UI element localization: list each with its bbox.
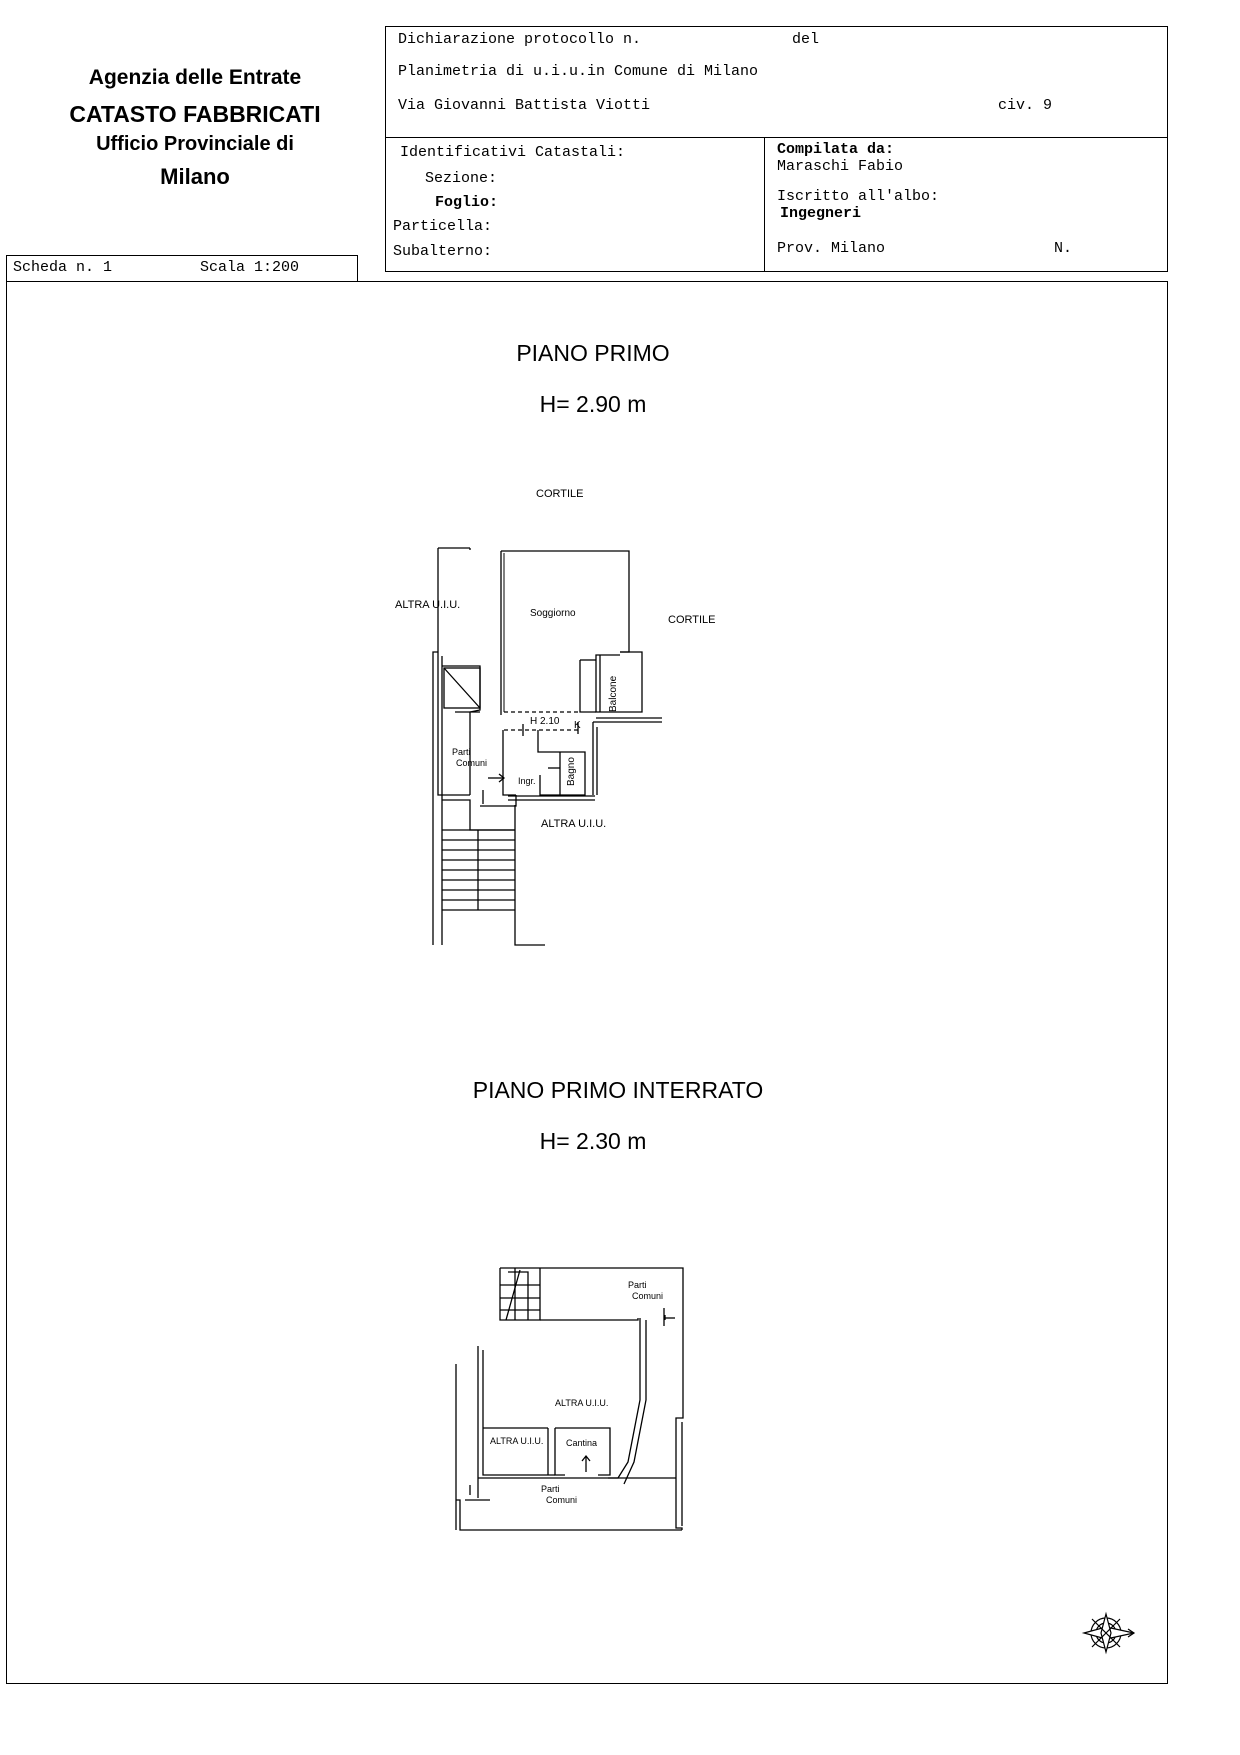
comuni-bottom-label: Comuni (546, 1495, 578, 1505)
parti-comuni-label-1: Parti (452, 747, 471, 757)
ufficio-city: Milano (160, 164, 230, 189)
h210-label: H 2.10 (530, 716, 560, 727)
scheda-number: Scheda n. 1 (13, 259, 113, 276)
parti-top-label: Parti (628, 1280, 647, 1290)
cantina-label: Cantina (566, 1438, 598, 1448)
altra-left-label: ALTRA U.I.U. (490, 1436, 544, 1446)
particella-label: Particella: (393, 218, 493, 235)
cortile-right: CORTILE (668, 614, 716, 626)
agency-name: Agenzia delle Entrate (88, 66, 302, 89)
address: Via Giovanni Battista Viotti (398, 97, 651, 114)
comuni-top-label: Comuni (632, 1291, 664, 1301)
bagno-label: Bagno (566, 757, 577, 786)
identificativi-title: Identificativi Catastali: (400, 144, 626, 161)
subalterno-label: Subalterno: (393, 243, 493, 260)
altra-top-label: ALTRA U.I.U. (555, 1398, 609, 1408)
sezione-label: Sezione: (425, 170, 498, 187)
foglio-label: Foglio: (435, 194, 499, 211)
iscritto-label: Iscritto all'albo: (777, 188, 940, 205)
albo-value: Ingegneri (780, 205, 862, 222)
planimetria-label: Planimetria di u.i.u.in Comune di Milano (398, 63, 759, 80)
scheda-scale: Scala 1:200 (200, 259, 300, 276)
compass-icon (1078, 1608, 1140, 1658)
floor1-height: H= 2.90 m (539, 391, 647, 417)
ufficio-label: Ufficio Provinciale di (96, 133, 294, 155)
protocol-del: del (792, 31, 820, 48)
parti-bottom-label: Parti (541, 1484, 560, 1494)
parti-comuni-label-2: Comuni (456, 758, 488, 768)
prov-label: Prov. Milano (777, 240, 886, 257)
altra-uiu-bottom: ALTRA U.I.U. (541, 818, 607, 830)
cortile-top: CORTILE (536, 488, 584, 500)
catasto-title: CATASTO FABBRICATI (69, 101, 321, 127)
compilata-name: Maraschi Fabio (777, 158, 904, 175)
altra-uiu-left: ALTRA U.I.U. (395, 599, 461, 611)
civico: civ. 9 (998, 97, 1053, 114)
balcone-label: Balcone (608, 675, 619, 712)
floor2-height: H= 2.30 m (539, 1128, 647, 1154)
floor1-title: PIANO PRIMO (516, 340, 670, 366)
k-label: K (574, 720, 581, 731)
n-label: N. (1054, 240, 1073, 257)
ingr-label: Ingr. (518, 776, 536, 786)
soggiorno-label: Soggiorno (530, 608, 576, 619)
protocol-label: Dichiarazione protocollo n. (398, 31, 642, 48)
floor2-title: PIANO PRIMO INTERRATO (472, 1077, 764, 1103)
compilata-label: Compilata da: (777, 141, 895, 158)
